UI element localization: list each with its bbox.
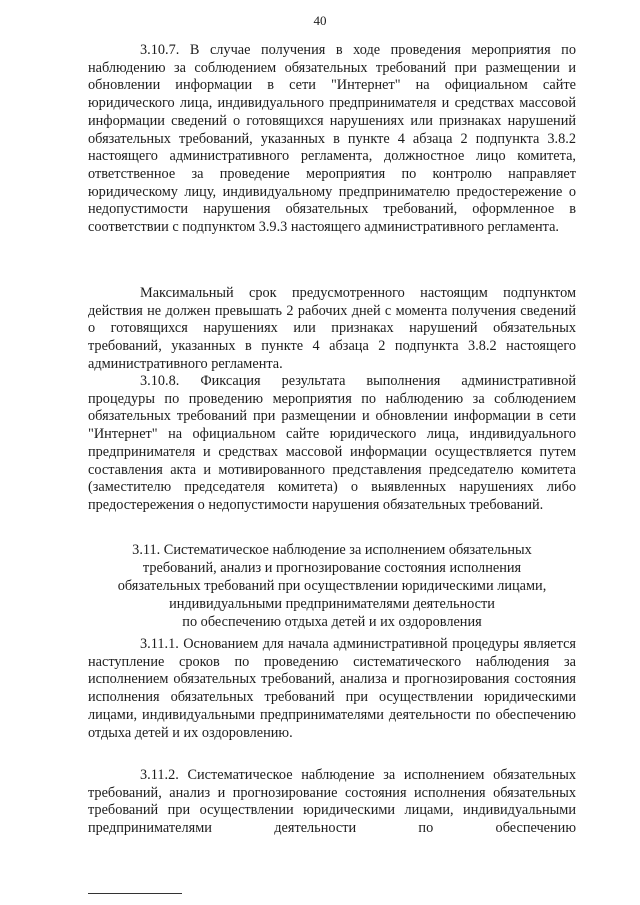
paragraph-text: 3.10.8. Фиксация результата выполнения административной процедуры по проведению мероприятия по наблюдению за соблюдением обязательных требований при размещении и обновлении информации в сети "Интернет" на официальном сайте юридического лица, индивидуального предпринимателя и средствах массовой информации осуществляется путем составления акта и мотивированного представления председателю комитета (заместителю председателя комитета) о выявленных нарушениях либо предостережения о недопустимости нарушения обязательных требований. bbox=[88, 373, 576, 513]
paragraph-text: 3.11.2. Систематическое наблюдение за исполнением обязательных требований, анализ и прогнозирование состояния исполнения обязательных требований при осуществлении юридическими лицами, индивидуальными предпринимателями деятельности по обеспечению bbox=[88, 767, 576, 837]
paragraph-text: 3.11.1. Основанием для начала административной процедуры является наступление сроков по проведению систематического наблюдения за исполнением обязательных требований, анализа и прогнозирования состояния исполнения обязательных требований при осуществлении юридическими лицами, индивидуальными предпринимателями деятельности по обеспечению отдыха детей и их оздоровлению. bbox=[88, 636, 576, 741]
heading-line: индивидуальными предпринимателями деятельности bbox=[169, 596, 495, 612]
paragraph-3-10-8 bbox=[88, 373, 576, 515]
paragraph-3-11-2 bbox=[88, 767, 576, 838]
heading-line: обязательных требований при осуществлении юридическими лицами, bbox=[117, 578, 547, 594]
paragraph-3-10-7 bbox=[88, 42, 576, 237]
footnote-separator bbox=[88, 893, 182, 894]
paragraph-max-term bbox=[88, 285, 576, 374]
paragraph-3-11-1 bbox=[88, 636, 576, 742]
page-number: 40 bbox=[313, 13, 327, 28]
heading-line: требований, анализ и прогнозирование состояния исполнения bbox=[142, 560, 522, 576]
paragraph-text: 3.10.7. В случае получения в ходе проведения мероприятия по наблюдению за соблюдением обязательных требований при размещении и обновлении информации в сети "Интернет" на официальном сайте юридического лица, индивидуального предпринимателя и средствах массовой информации сведений о готовящихся нарушениях или признаках нарушений обязательных требований, указанных в пункте 4 абзаца 2 подпункта 3.8.2 настоящего административного регламента, должностное лицо комитета, ответственное за проведение мероприятия по контролю направляет юридическому лицу, индивидуальному предпринимателю предостережение о недопустимости нарушения обязательных требований, оформленное в соответствии с подпунктом 3.9.3 настоящего административного регламента. bbox=[88, 42, 576, 236]
heading-line: 3.11. Систематическое наблюдение за исполнением обязательных bbox=[132, 542, 532, 558]
section-heading-3-11 bbox=[100, 541, 564, 631]
heading-line: по обеспечению отдыха детей и их оздоровления bbox=[182, 614, 482, 630]
paragraph-text: Максимальный срок предусмотренного настоящим подпунктом действия не должен превышать 2 рабочих дней с момента получения сведений о готовящихся нарушениях или признаках нарушений обязательных требований, указанных в пункте 4 абзаца 2 подпункта 3.8.2 настоящего административного регламента. bbox=[88, 285, 576, 372]
